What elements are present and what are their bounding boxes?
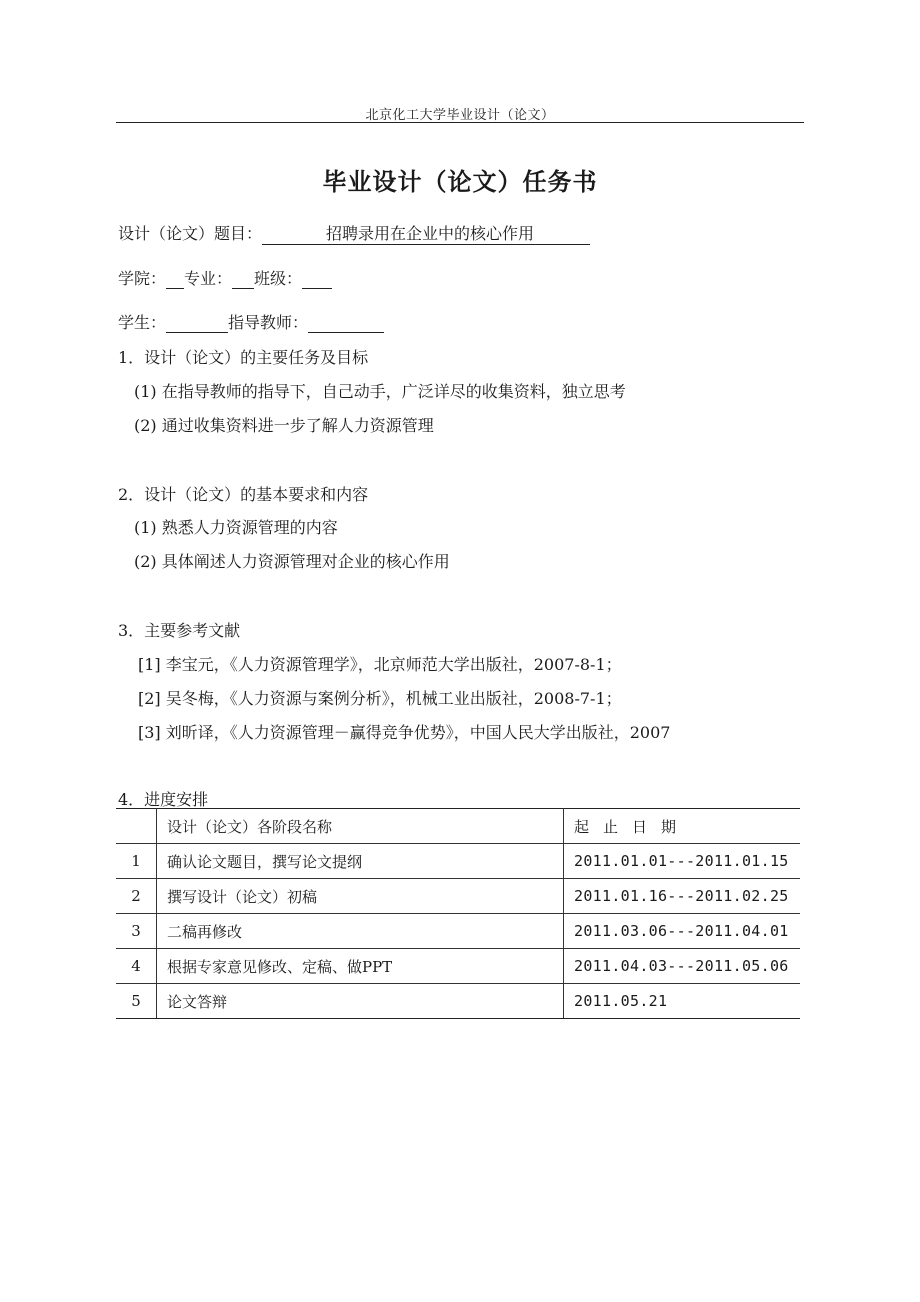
- topic-value: 招聘录用在企业中的核心作用: [262, 221, 590, 245]
- row-index: 3: [116, 914, 157, 949]
- section-2-item: (2) 具体阐述人力资源管理对企业的核心作用: [134, 552, 450, 571]
- major-blank: [232, 270, 254, 289]
- row-stage-name: 撰写设计（论文）初稿: [157, 879, 564, 914]
- row-index: 4: [116, 949, 157, 984]
- header-index-cell: [116, 809, 157, 844]
- table-header-row: [116, 809, 800, 844]
- row-index: 1: [116, 844, 157, 879]
- row-stage-name: 确认论文题目，撰写论文提纲: [157, 844, 564, 879]
- section-1-item: (2) 通过收集资料进一步了解人力资源管理: [134, 416, 434, 435]
- table-row: [116, 844, 800, 879]
- college-line: [118, 266, 332, 289]
- row-index: 5: [116, 984, 157, 1019]
- section-3-heading: 3．主要参考文献: [118, 621, 241, 640]
- running-header: 北京化工大学毕业设计（论文）: [365, 108, 555, 123]
- row-stage-name: 论文答辩: [157, 984, 564, 1019]
- table-row: [116, 914, 800, 949]
- table-row: [116, 879, 800, 914]
- header-stage-name-cell: 设计（论文）各阶段名称: [157, 809, 564, 844]
- college-label: 学院：: [118, 269, 167, 288]
- row-stage-name: 二稿再修改: [157, 914, 564, 949]
- schedule-table: [116, 808, 800, 1019]
- student-line: [118, 310, 384, 333]
- row-index: 2: [116, 879, 157, 914]
- advisor-label: 指导教师：: [228, 313, 309, 332]
- reference-item: [2] 吴冬梅，《人力资源与案例分析》，机械工业出版社，2008-7-1；: [138, 689, 622, 708]
- table-row: [116, 984, 800, 1019]
- row-date: 2011.05.21: [564, 984, 801, 1019]
- college-blank: [166, 270, 184, 289]
- table-row: [116, 949, 800, 984]
- topic-line: [118, 221, 590, 245]
- row-date: 2011.04.03---2011.05.06: [564, 949, 801, 984]
- reference-item: [3] 刘昕译，《人力资源管理－赢得竞争优势》，中国人民大学出版社，2007: [138, 723, 671, 742]
- section-2-item: (1) 熟悉人力资源管理的内容: [134, 518, 338, 537]
- student-blank: [166, 314, 228, 333]
- major-label: 专业：: [184, 269, 233, 288]
- class-label: 班级：: [254, 269, 303, 288]
- header-rule: [116, 122, 804, 123]
- topic-label: 设计（论文）题目：: [118, 224, 263, 243]
- section-1-item: (1) 在指导教师的指导下，自己动手，广泛详尽的收集资料，独立思考: [134, 382, 626, 401]
- section-1-heading: 1．设计（论文）的主要任务及目标: [118, 348, 369, 367]
- class-blank: [302, 270, 332, 289]
- section-2-heading: 2．设计（论文）的基本要求和内容: [118, 485, 369, 504]
- advisor-blank: [308, 314, 384, 333]
- row-date: 2011.01.16---2011.02.25: [564, 879, 801, 914]
- header-date-cell: 起止日期: [564, 809, 801, 844]
- row-date: 2011.03.06---2011.04.01: [564, 914, 801, 949]
- row-date: 2011.01.01---2011.01.15: [564, 844, 801, 879]
- page-title: 毕业设计（论文）任务书: [322, 167, 598, 196]
- reference-item: [1] 李宝元，《人力资源管理学》，北京师范大学出版社，2007-8-1；: [138, 655, 622, 674]
- student-label: 学生：: [118, 313, 167, 332]
- section-4-heading: 4．进度安排: [118, 790, 209, 809]
- row-stage-name: 根据专家意见修改、定稿、做PPT: [157, 949, 564, 984]
